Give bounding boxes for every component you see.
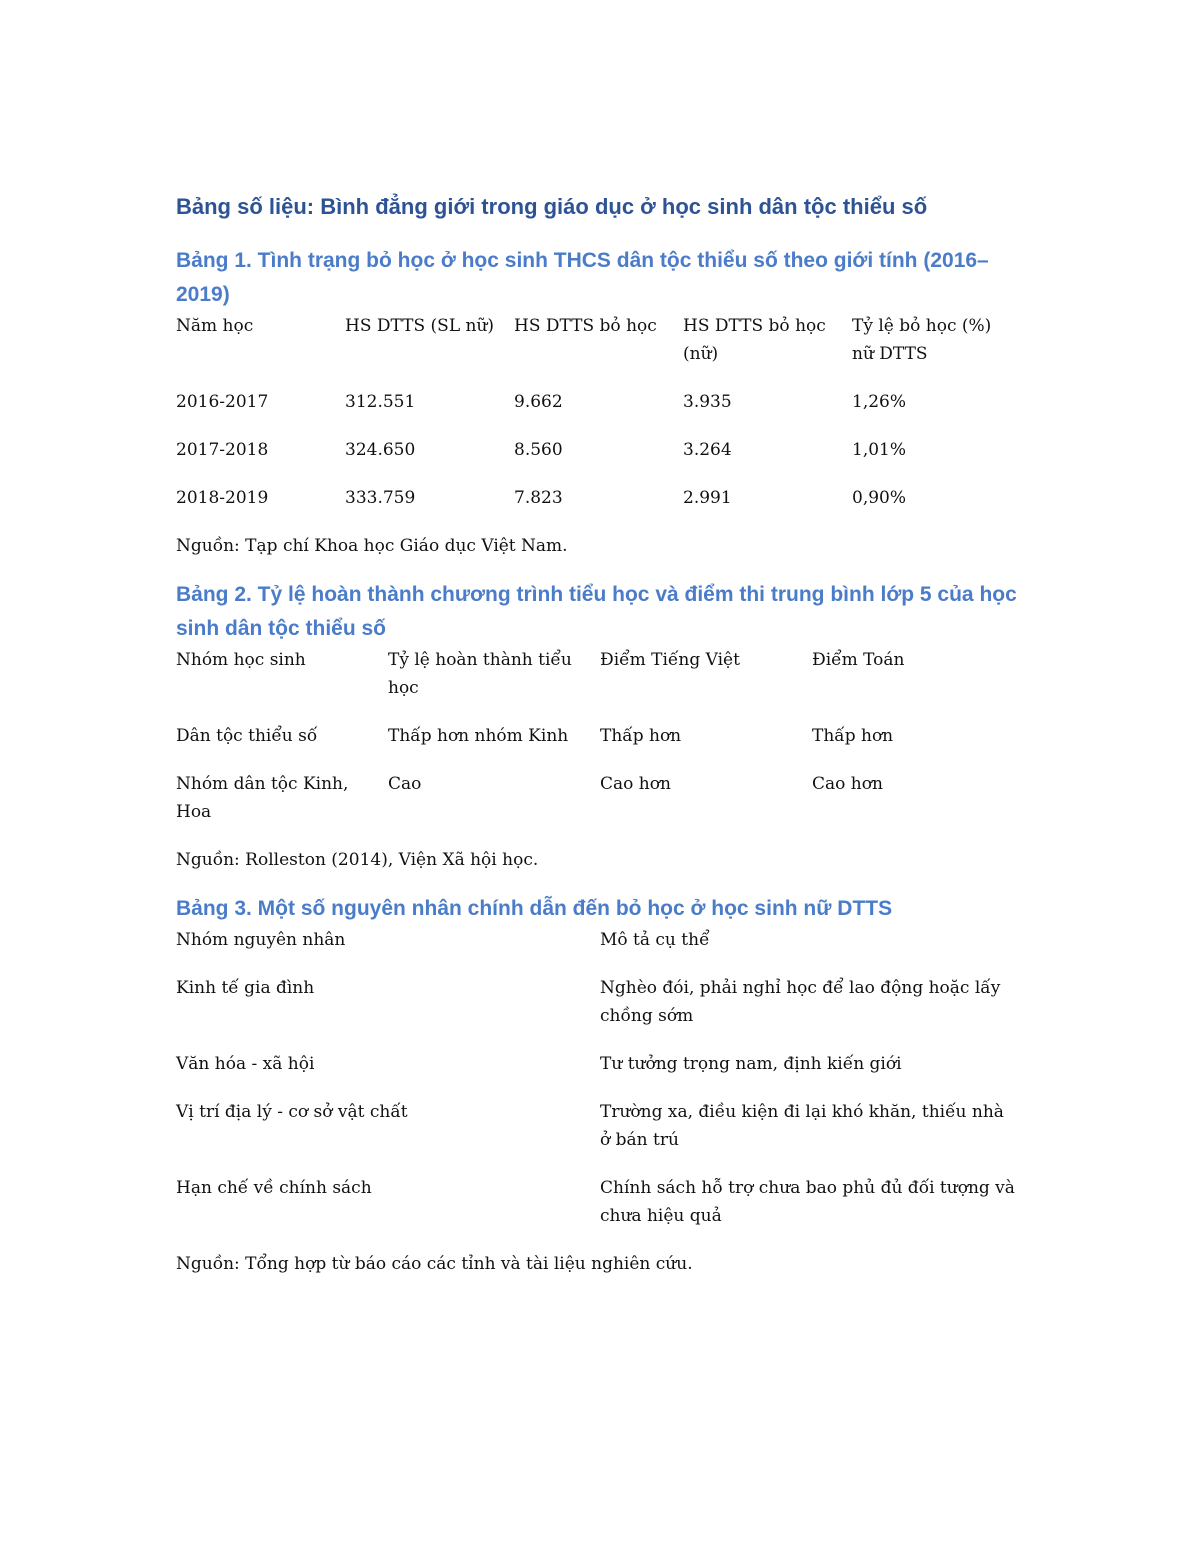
- table1-cell: 7.823: [514, 488, 563, 508]
- table3-source: Nguồn: Tổng hợp từ báo cáo các tỉnh và tài liệu nghiên cứu.: [176, 1254, 693, 1274]
- table1-header-cell: HS DTTS bỏ học: [514, 316, 657, 336]
- table3-cell: Văn hóa - xã hội: [176, 1054, 315, 1074]
- table3-cell: Chính sách hỗ trợ chưa bao phủ đủ đối tượng và chưa hiệu quả: [600, 1178, 1015, 1226]
- table1-cell: 3.264: [683, 440, 732, 460]
- table2-source: Nguồn: Rolleston (2014), Viện Xã hội học.: [176, 850, 539, 870]
- table3-cell: Vị trí địa lý - cơ sở vật chất: [176, 1102, 408, 1122]
- table2-title: Bảng 2. Tỷ lệ hoàn thành chương trình tiểu học và điểm thi trung bình lớp 5 của học sinh dân tộc thiểu số: [176, 583, 1017, 640]
- table2-cell: Dân tộc thiểu số: [176, 726, 318, 746]
- table1-cell: 9.662: [514, 392, 563, 412]
- table3-cell: Nghèo đói, phải nghỉ học để lao động hoặc lấy chồng sớm: [600, 978, 1001, 1026]
- table3-header-cell: Nhóm nguyên nhân: [176, 930, 346, 950]
- document-body: [176, 192, 1036, 1296]
- table1-cell: 324.650: [345, 440, 416, 460]
- table1-cell: 2016-2017: [176, 392, 269, 412]
- table2-cell: Thấp hơn: [812, 726, 894, 746]
- table2-cell: Cao hơn: [600, 774, 671, 794]
- table1-source: Nguồn: Tạp chí Khoa học Giáo dục Việt Nam.: [176, 536, 568, 556]
- table1-header-cell: HS DTTS (SL nữ): [345, 316, 495, 336]
- table3-cell: Hạn chế về chính sách: [176, 1178, 372, 1198]
- table1-cell: 2018-2019: [176, 488, 269, 508]
- table3-cell: Tư tưởng trọng nam, định kiến giới: [600, 1054, 902, 1074]
- table1-header-cell: HS DTTS bỏ học (nữ): [683, 316, 826, 364]
- table2-cell: Cao hơn: [812, 774, 883, 794]
- table2: [176, 646, 1036, 846]
- table1-cell: 1,01%: [852, 440, 907, 460]
- table1-cell: 2.991: [683, 488, 732, 508]
- document-title: Bảng số liệu: Bình đẳng giới trong giáo dục ở học sinh dân tộc thiểu số: [176, 194, 928, 219]
- table2-cell: Thấp hơn nhóm Kinh: [388, 726, 569, 746]
- table3-title: Bảng 3. Một số nguyên nhân chính dẫn đến bỏ học ở học sinh nữ DTTS: [176, 897, 893, 920]
- table2-header-cell: Điểm Tiếng Việt: [600, 650, 740, 670]
- table2-cell: Cao: [388, 774, 422, 794]
- table2-cell: Nhóm dân tộc Kinh, Hoa: [176, 774, 349, 822]
- table1-cell: 0,90%: [852, 488, 907, 508]
- table3: [176, 926, 1036, 1250]
- table2-cell: Thấp hơn: [600, 726, 682, 746]
- table3-header-cell: Mô tả cụ thể: [600, 930, 710, 950]
- table1-header-cell: Tỷ lệ bỏ học (%) nữ DTTS: [852, 316, 992, 364]
- table1-cell: 1,26%: [852, 392, 907, 412]
- table1-header-cell: Năm học: [176, 316, 254, 336]
- table1-cell: 2017-2018: [176, 440, 269, 460]
- table1-title: Bảng 1. Tình trạng bỏ học ở học sinh THCS dân tộc thiểu số theo giới tính (2016–2019): [176, 249, 989, 306]
- table1-cell: 333.759: [345, 488, 416, 508]
- table3-cell: Kinh tế gia đình: [176, 978, 315, 998]
- table2-header-cell: Điểm Toán: [812, 650, 905, 670]
- table1-cell: 3.935: [683, 392, 732, 412]
- table1-cell: 312.551: [345, 392, 416, 412]
- table1: [176, 312, 1036, 532]
- table3-cell: Trường xa, điều kiện đi lại khó khăn, thiếu nhà ở bán trú: [600, 1102, 1004, 1150]
- table2-header-cell: Tỷ lệ hoàn thành tiểu học: [388, 650, 572, 698]
- table1-cell: 8.560: [514, 440, 563, 460]
- table2-header-cell: Nhóm học sinh: [176, 650, 306, 670]
